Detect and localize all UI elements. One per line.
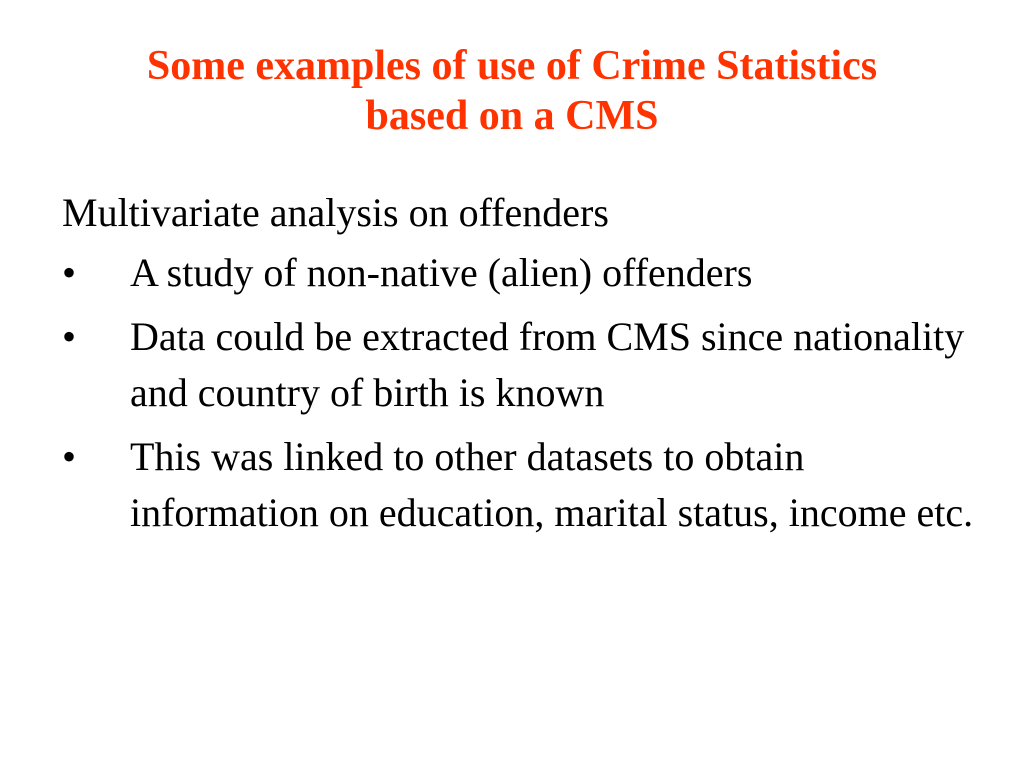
intro-text: Multivariate analysis on offenders [62,190,609,235]
bullet-item [62,245,982,301]
slide-title-line-1: Some examples of use of Crime Statistics [146,43,878,89]
bullet-text: This was linked to other datasets to obtain information on education, marital status, income etc. [130,434,974,535]
bullet-text: Data could be extracted from CMS since nationality and country of birth is known [130,314,965,415]
slide-body [62,185,982,541]
bullet-icon: • [62,314,77,359]
bullet-icon: • [62,434,77,479]
bullet-text: A study of non-native (alien) offenders [130,250,753,295]
slide-title [0,41,1024,141]
bullet-item [62,429,982,541]
slide-title-line-2: based on a CMS [365,93,659,139]
bullet-item [62,309,982,421]
bullet-list [62,245,982,541]
bullet-icon: • [62,250,77,295]
